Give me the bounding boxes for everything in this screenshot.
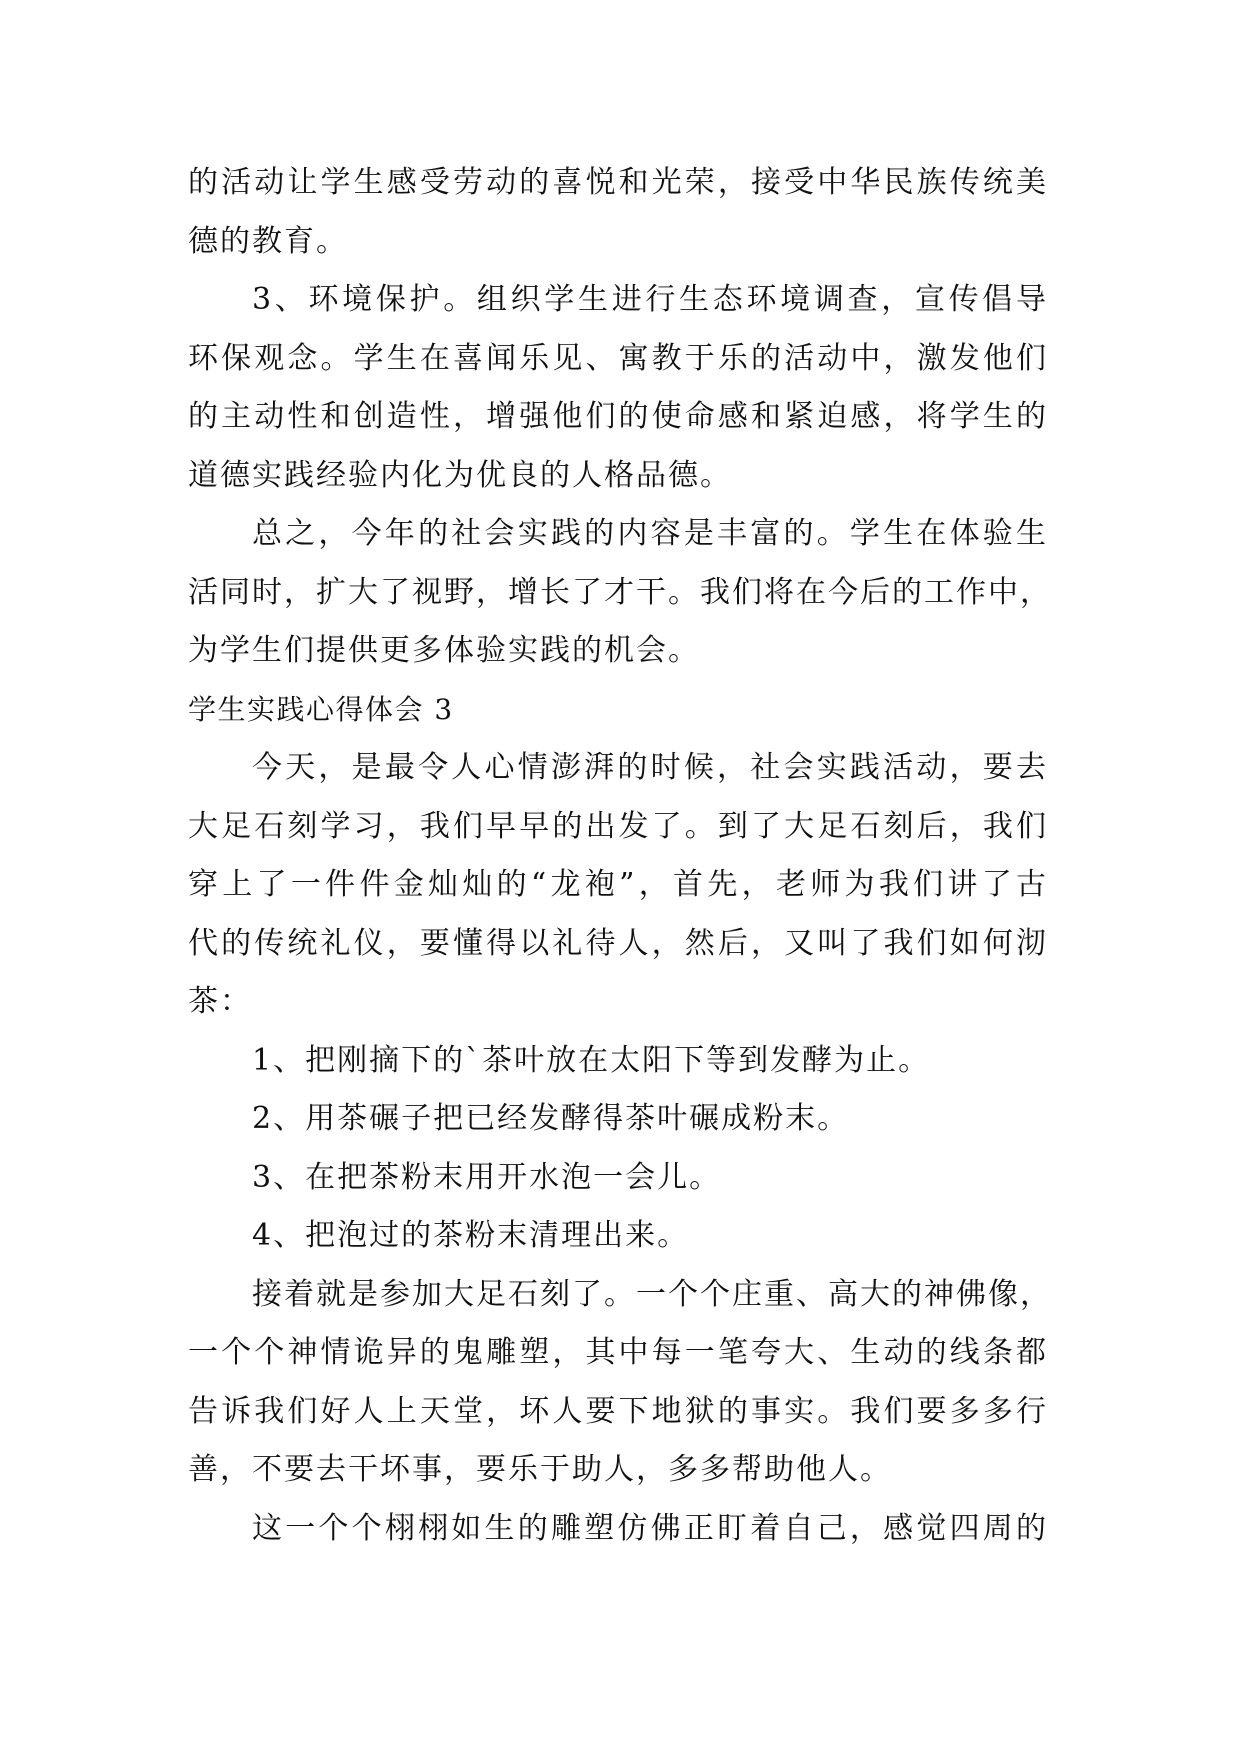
text-line: 环保观念。学生在喜闻乐见、寓教于乐的活动中，激发他们 [188,340,1048,376]
text-line: 道德实践经验内化为优良的人格品德。 [188,457,732,493]
text-line: 活同时，扩大了视野，增长了才干。我们将在今后的工作中， [188,574,1052,610]
text-line: 的主动性和创造性，增强他们的使命感和紧迫感，将学生的 [188,399,1048,434]
text-line: 这一个个栩栩如生的雕塑仿佛正盯着自己，感觉四周的 [252,1510,1048,1546]
text-line: 为学生们提供更多体验实践的机会。 [188,633,700,668]
section-heading: 学生实践心得体会 3 [188,692,454,726]
text-line: 德的教育。 [188,223,348,259]
text-line: 的活动让学生感受劳动的喜悦和光荣，接受中华民族传统美 [188,165,1048,200]
text-line: 一个个神情诡异的鬼雕塑，其中每一笔夸大、生动的线条都 [188,1335,1048,1370]
text-line: 3、环境保护。组织学生进行生态环境调查，宣传倡导 [252,282,1048,317]
text-line: 总之，今年的社会实践的内容是丰富的。学生在体验生 [252,516,1048,551]
text-line: 告诉我们好人上天堂，坏人要下地狱的事实。我们要多多行 [188,1393,1048,1429]
document-body [188,154,1052,1558]
text-line: 大足石刻学习，我们早早的出发了。到了大足石刻后，我们 [188,808,1048,844]
text-line: 今天，是最令人心情澎湃的时候，社会实践活动，要去 [252,750,1048,785]
text-line: 接着就是参加大足石刻了。一个个庄重、高大的神佛像， [252,1276,1052,1312]
list-item: 3、在把茶粉末用开水泡一会儿。 [252,1159,722,1195]
list-item: 1、把刚摘下的`茶叶放在太阳下等到发酵为止。 [252,1042,931,1078]
list-item: 4、把泡过的茶粉末清理出来。 [252,1218,690,1253]
text-line: 茶： [188,984,252,1019]
text-line: 代的传统礼仪，要懂得以礼待人，然后，又叫了我们如何沏 [188,925,1048,961]
text-line: 穿上了一件件金灿灿的“龙袍”，首先，老师为我们讲了古 [188,867,1048,902]
list-item: 2、用茶碾子把已经发酵得茶叶碾成粉末。 [252,1101,850,1136]
text-line: 善，不要去干坏事，要乐于助人，多多帮助他人。 [188,1452,892,1487]
